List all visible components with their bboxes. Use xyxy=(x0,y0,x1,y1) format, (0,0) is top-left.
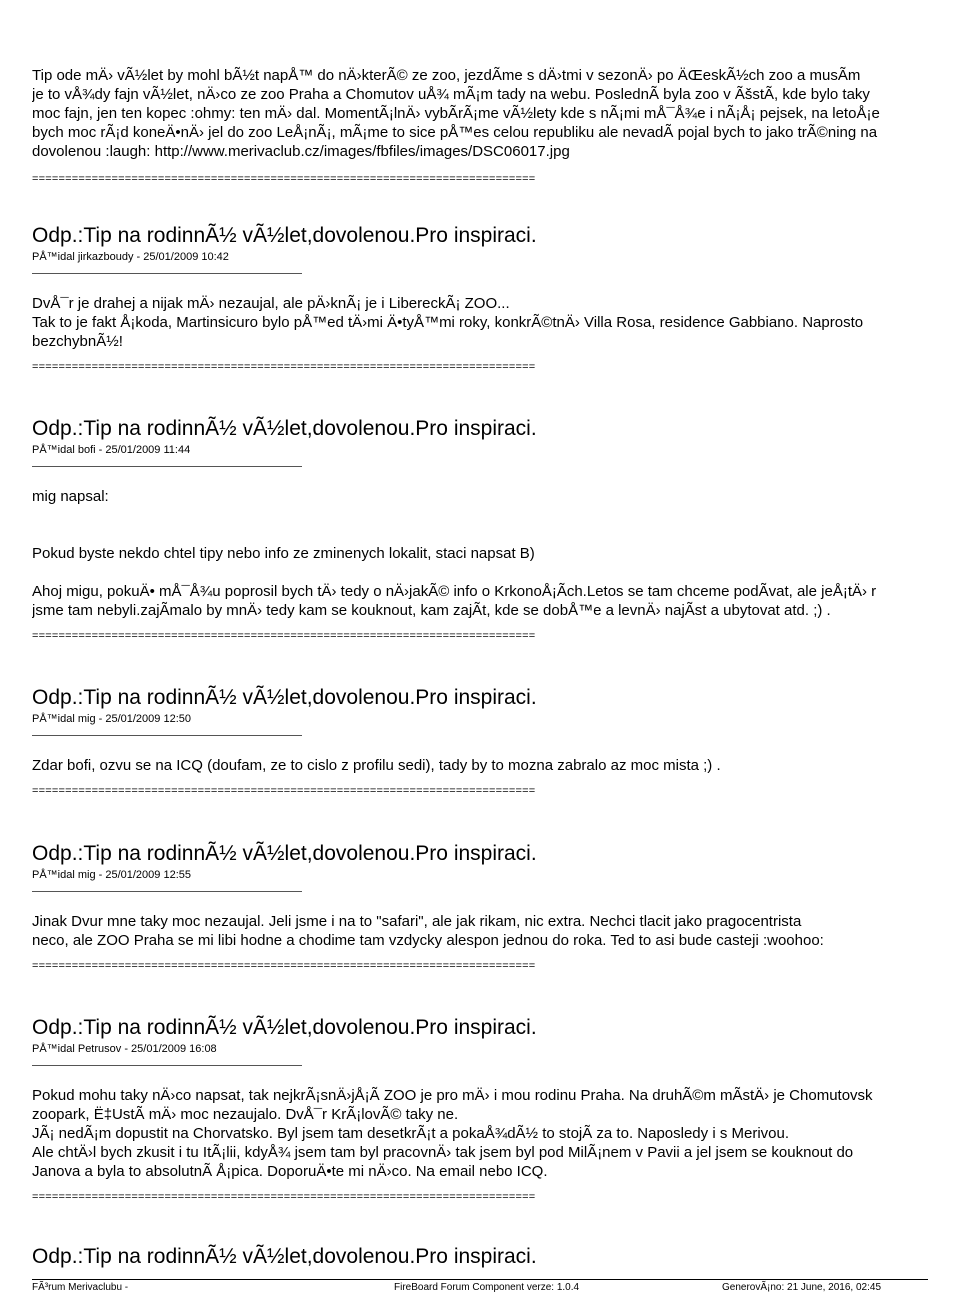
separator: ============================================================================ xyxy=(32,960,536,972)
quote-author: mig napsal: xyxy=(32,488,109,505)
intro-line: moc fajn, jen ten kopec :ohmy: ten mÄ› dal. MomentÃ¡lnÄ› vybÃrÃ¡me vÃ½lety kde s nÃ¡mi mÅ¯Å¾e i nÃ¡Å¡ pejsek, na letoÅ¡e xyxy=(32,105,880,122)
footer-site-name: FÃ³rum Merivaclubu - xyxy=(32,1282,129,1293)
post-title: Odp.:Tip na rodinnÃ½ vÃ½let,dovolenou.Pro inspiraci. xyxy=(32,417,537,440)
post-meta: PÅ™idal mig - 25/01/2009 12:55 xyxy=(32,869,191,881)
post-meta: PÅ™idal mig - 25/01/2009 12:50 xyxy=(32,713,191,725)
post-title: Odp.:Tip na rodinnÃ½ vÃ½let,dovolenou.Pro inspiraci. xyxy=(32,224,537,247)
post-text-line: Zdar bofi, ozvu se na ICQ (doufam, ze to cislo z profilu sedi), tady by to mozna zabralo az moc mista ;) . xyxy=(32,757,721,774)
reply-post xyxy=(32,1245,960,1269)
post-text-line: Janova a byla to absolutnÃ Å¡pica. DoporuÄ•te mi nÄ›co. Na email nebo ICQ. xyxy=(32,1163,548,1180)
separator: ============================================================================ xyxy=(32,785,536,797)
footer-divider xyxy=(32,1279,928,1280)
separator: ============================================================================ xyxy=(32,1191,536,1203)
intro-line: Tip ode mÄ› vÃ½let by mohl bÃ½t napÅ™ do nÄ›kterÃ© ze zoo, jezdÃme s dÄ›tmi v sezonÄ› po ÄŒeskÃ½ch zoo a musÃm xyxy=(32,67,861,84)
post-text-line: DvÅ¯r je drahej a nijak mÄ› nezaujal, ale pÄ›knÃ¡ je i LibereckÃ¡ ZOO... xyxy=(32,295,510,312)
reply-post xyxy=(32,224,960,374)
separator: ============================================================================ xyxy=(32,361,536,373)
reply-post xyxy=(32,842,960,973)
intro-line: bych moc rÃ¡d koneÄ•nÄ› jel do zoo LeÅ¡nÃ¡, mÃ¡me to sice pÅ™es celou republiku ale nevadÃ pojal bych to jako trÃ©ning na xyxy=(32,124,878,141)
post-meta: PÅ™idal bofi - 25/01/2009 11:44 xyxy=(32,444,191,456)
post-title: Odp.:Tip na rodinnÃ½ vÃ½let,dovolenou.Pro inspiraci. xyxy=(32,1016,537,1039)
reply-post xyxy=(32,417,960,643)
post-text-line: Ale chtÄ›l bych zkusit i tu ItÃ¡lii, kdyÅ¾ jsem tam byl pracovnÄ› tak jsem byl pod MilÃ¡nem v Pavii a jel jsem se kouknout do xyxy=(32,1144,854,1161)
post-text-line: jsme tam nebyli.zajÃmalo by mnÄ› tedy kam se kouknout, kam zajÃt, kde se dobÅ™e a levnÄ› najÃst a ubytovat atd. ;) . xyxy=(32,602,831,619)
reply-post xyxy=(32,1016,960,1204)
post-text-line: Jinak Dvur mne taky moc nezaujal. Jeli jsme i na to "safari", ale jak rikam, nic extra. Nechci tlacit jako pragocentrista xyxy=(32,913,802,930)
post-title: Odp.:Tip na rodinnÃ½ vÃ½let,dovolenou.Pro inspiraci. xyxy=(32,1245,537,1268)
reply-post xyxy=(32,686,960,798)
separator: ============================================================================ xyxy=(32,173,536,185)
post-text-line: neco, ale ZOO Praha se mi libi hodne a chodime tam vzdycky alespon jednou do roka. Ted to asi bude casteji :woohoo: xyxy=(32,932,824,949)
separator: ============================================================================ xyxy=(32,630,536,642)
quote-text: Pokud byste nekdo chtel tipy nebo info ze zminenych lokalit, staci napsat B) xyxy=(32,545,535,562)
intro-post xyxy=(32,66,960,186)
post-meta: PÅ™idal jirkazboudy - 25/01/2009 10:42 xyxy=(32,251,229,263)
post-text-line: JÃ¡ nedÃ¡m dopustit na Chorvatsko. Byl jsem tam desetkrÃ¡t a pokaÅ¾dÃ½ to stojÃ za to. Naposledy i s Merivou. xyxy=(32,1125,790,1142)
post-title: Odp.:Tip na rodinnÃ½ vÃ½let,dovolenou.Pro inspiraci. xyxy=(32,686,537,709)
post-meta: PÅ™idal Petrusov - 25/01/2009 16:08 xyxy=(32,1043,217,1055)
post-text-line: zoopark, Ë‡UstÃ mÄ› moc nezaujalo. DvÅ¯r KrÃ¡lovÃ© taky ne. xyxy=(32,1106,459,1123)
intro-line: dovolenou :laugh: http://www.merivaclub.cz/images/fbfiles/images/DSC06017.jpg xyxy=(32,143,570,160)
intro-line: je to vÅ¾dy fajn vÃ½let, nÄ›co ze zoo Praha a Chomutov uÅ¾ mÃ¡m tady na webu. PoslednÃ byla zoo v ÃšstÃ, kde bylo taky xyxy=(32,86,870,103)
post-text-line: Ahoj migu, pokuÄ• mÅ¯Å¾u poprosil bych tÄ› tedy o nÄ›jakÃ© info o KrkonoÅ¡Ãch.Letos se tam chceme podÃvat, ale jeÅ¡tÄ› r xyxy=(32,583,877,600)
post-text-line: bezchybnÃ½! xyxy=(32,333,123,350)
post-text-line: Tak to je fakt Å¡koda, Martinsicuro bylo pÅ™ed tÄ›mi Ä•tyÅ™mi roky, konkrÃ©tnÄ› Villa Rosa, residence Gabbiano. Naprosto xyxy=(32,314,864,331)
post-text-line: Pokud mohu taky nÄ›co napsat, tak nejkrÃ¡snÄ›jÅ¡Ã ZOO je pro mÄ› i mou rodinu Praha. Na druhÃ©m mÃstÄ› je Chomutovsk xyxy=(32,1087,873,1104)
footer-component-version: FireBoard Forum Component verze: 1.0.4 xyxy=(394,1282,580,1293)
footer-generated-date: GenerovÃ¡no: 21 June, 2016, 02:45 xyxy=(722,1282,882,1293)
post-title: Odp.:Tip na rodinnÃ½ vÃ½let,dovolenou.Pro inspiraci. xyxy=(32,842,537,865)
